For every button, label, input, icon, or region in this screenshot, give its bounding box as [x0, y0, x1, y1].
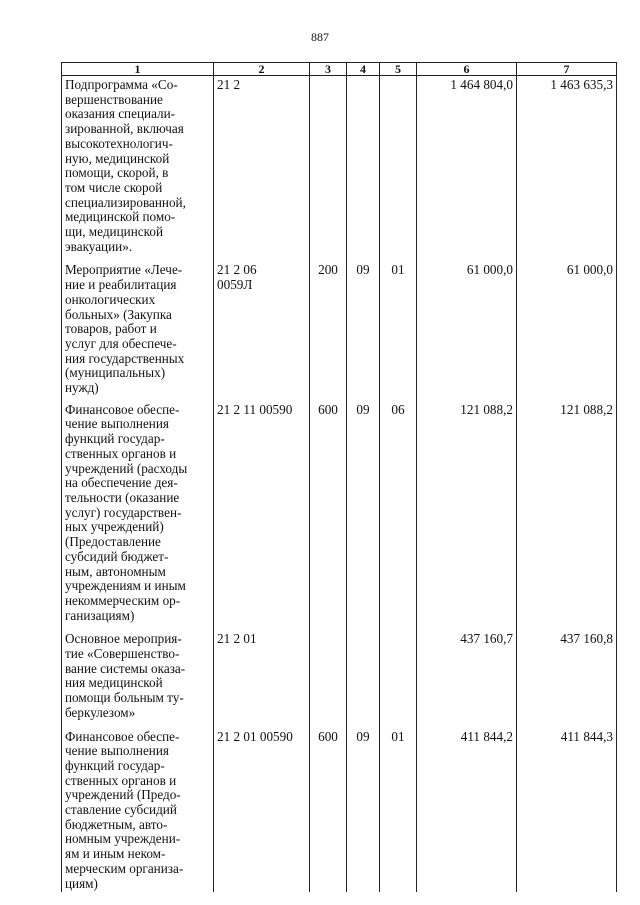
row-col4: [347, 624, 380, 721]
row-value-7: 121 088,2: [517, 397, 617, 625]
row-code: 21 2 01 00590: [214, 722, 310, 893]
row-value-7: 61 000,0: [517, 255, 617, 396]
row-code: 21 2 06 0059Л: [214, 255, 310, 396]
row-name: Финансовое обеспе- чение выполнения функций государ- ственных органов и учреждений (расходы на обеспечение дея- тельности (оказание услуг) государствен- ных учреждений) (Предоставление субсидий бюджет- ным, автономным учреждениям и иным некоммерческим ор- ганизациям): [62, 397, 214, 625]
table-row: [62, 722, 617, 893]
row-code: 21 2 01: [214, 624, 310, 721]
table-row: [62, 624, 617, 721]
row-col5: 01: [380, 722, 417, 893]
row-value-6: 1 464 804,0: [417, 76, 517, 256]
table-row: [62, 397, 617, 625]
row-value-6: 121 088,2: [417, 397, 517, 625]
row-name: Подпрограмма «Со- вершенствование оказания специали- зированной, включая высокотехнологич- ную, медицинской помощи, скорой, в том числе скорой специализированной, медицинской помо- щи, медицинской эвакуации».: [62, 76, 214, 256]
column-header-2: 2: [214, 63, 310, 76]
row-col5: [380, 624, 417, 721]
table-row: [62, 76, 617, 256]
row-value-7: 411 844,3: [517, 722, 617, 893]
row-value-7: 1 463 635,3: [517, 76, 617, 256]
row-value-6: 61 000,0: [417, 255, 517, 396]
page-number: 887: [311, 30, 329, 44]
column-header-1: 1: [62, 63, 214, 76]
row-col4: [347, 76, 380, 256]
column-header-3: 3: [310, 63, 347, 76]
row-col5: 01: [380, 255, 417, 396]
column-header-7: 7: [517, 63, 617, 76]
row-value-7: 437 160,8: [517, 624, 617, 721]
row-value-6: 437 160,7: [417, 624, 517, 721]
row-code: 21 2 11 00590: [214, 397, 310, 625]
row-col3: 200: [310, 255, 347, 396]
row-col4: 09: [347, 397, 380, 625]
row-name: Финансовое обеспе- чение выполнения функций государ- ственных органов и учреждений (Предо- ставление субсидий бюджетным, авто- номным учреждени- ям и иным неком- мерческим организа- циям): [62, 722, 214, 893]
row-col4: 09: [347, 255, 380, 396]
row-code: 21 2: [214, 76, 310, 256]
column-header-4: 4: [347, 63, 380, 76]
row-col5: 06: [380, 397, 417, 625]
row-col3: [310, 76, 347, 256]
row-name: Основное мероприя- тие «Совершенство- вание системы оказа- ния медицинской помощи больным ту- беркулезом»: [62, 624, 214, 721]
row-name: Мероприятие «Лече- ние и реабилитация онкологических больных» (Закупка товаров, работ и услуг для обеспече- ния государственных (муниципальных) нужд): [62, 255, 214, 396]
row-col3: 600: [310, 397, 347, 625]
column-header-6: 6: [417, 63, 517, 76]
row-col5: [380, 76, 417, 256]
table-row: [62, 255, 617, 396]
row-col3: [310, 624, 347, 721]
row-col3: 600: [310, 722, 347, 893]
row-value-6: 411 844,2: [417, 722, 517, 893]
budget-table: [61, 62, 617, 892]
row-col4: 09: [347, 722, 380, 893]
column-header-5: 5: [380, 63, 417, 76]
table-header-row: [62, 63, 617, 76]
